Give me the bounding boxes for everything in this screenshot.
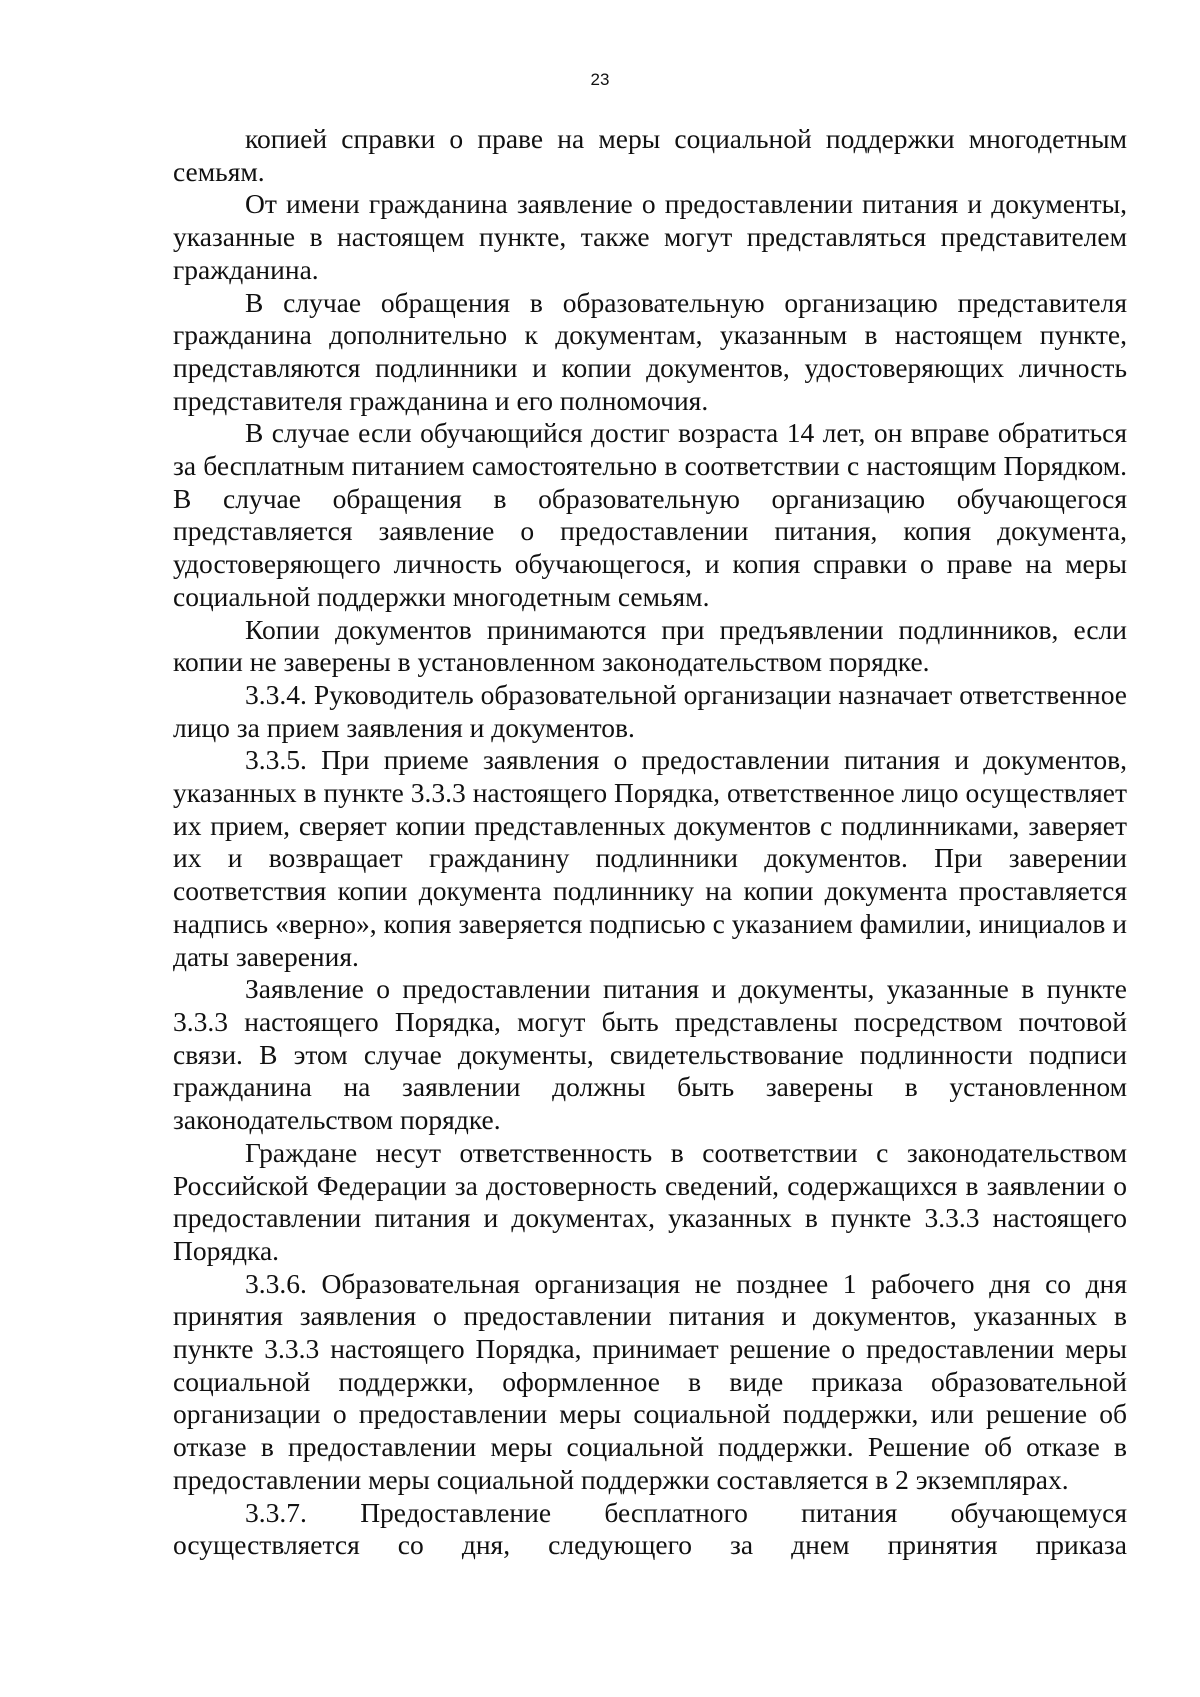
- paragraph-3-3-7: 3.3.7. Предоставление бесплатного питания обучающемуся осуществляется со дня, следующего за днем принятия приказа: [173, 1496, 1127, 1561]
- paragraph-copies: Копии документов принимаются при предъявлении подлинников, если копии не заверены в установленном законодательством порядке.: [173, 613, 1127, 678]
- paragraph-representative: От имени гражданина заявление о предоставлении питания и документы, указанные в настоящем пункте, также могут представляться представителем гражданина.: [173, 188, 1127, 285]
- document-body: [173, 123, 1127, 1562]
- paragraph-continuation: копией справки о праве на меры социальной поддержки многодетным семьям.: [173, 123, 1127, 187]
- paragraph-representative-documents: В случае обращения в образовательную организацию представителя гражданина дополнительно к документам, указанным в настоящем пункте, представляются подлинники и копии документов, удостоверяющих личность представителя гражданина и его полномочия.: [173, 286, 1127, 416]
- paragraph-age-14: В случае если обучающийся достиг возраста 14 лет, он вправе обратиться за бесплатным питанием самостоятельно в соответствии с настоящим Порядком. В случае обращения в образовательную организацию обучающегося представляется заявление о предоставлении питания, копия документа, удостоверяющего личность обучающегося, и копия справки о праве на меры социальной поддержки многодетным семьям.: [173, 417, 1127, 612]
- paragraph-3-3-6: 3.3.6. Образовательная организация не позднее 1 рабочего дня со дня принятия заявления о предоставлении питания и документов, указанных в пункте 3.3.3 настоящего Порядка, принимает решение о предоставлении меры социальной поддержки, оформленное в виде приказа образовательной организации о предоставлении меры социальной поддержки, или решение об отказе в предоставлении меры социальной поддержки. Решение об отказе в предоставлении меры социальной поддержки составляется в 2 экземплярах.: [173, 1267, 1127, 1495]
- paragraph-responsibility: Граждане несут ответственность в соответствии с законодательством Российской Федерации за достоверность сведений, содержащихся в заявлении о предоставлении питания и документах, указанных в пункте 3.3.3 настоящего Порядка.: [173, 1136, 1127, 1266]
- paragraph-3-3-4: 3.3.4. Руководитель образовательной организации назначает ответственное лицо за прием заявления и документов.: [173, 678, 1127, 743]
- page-number: 23: [590, 70, 610, 89]
- paragraph-3-3-5: 3.3.5. При приеме заявления о предоставлении питания и документов, указанных в пункте 3.3.3 настоящего Порядка, ответственное лицо осуществляет их прием, сверяет копии представленных документов с подлинниками, заверяет их и возвращает гражданину подлинники документов. При заверении соответствия копии документа подлиннику на копии документа проставляется надпись «верно», копия заверяется подписью с указанием фамилии, инициалов и даты заверения.: [173, 744, 1127, 972]
- paragraph-postal: Заявление о предоставлении питания и документы, указанные в пункте 3.3.3 настоящего Порядка, могут быть представлены посредством почтовой связи. В этом случае документы, свидетельствование подлинности подписи гражданина на заявлении должны быть заверены в установленном законодательством порядке.: [173, 973, 1127, 1136]
